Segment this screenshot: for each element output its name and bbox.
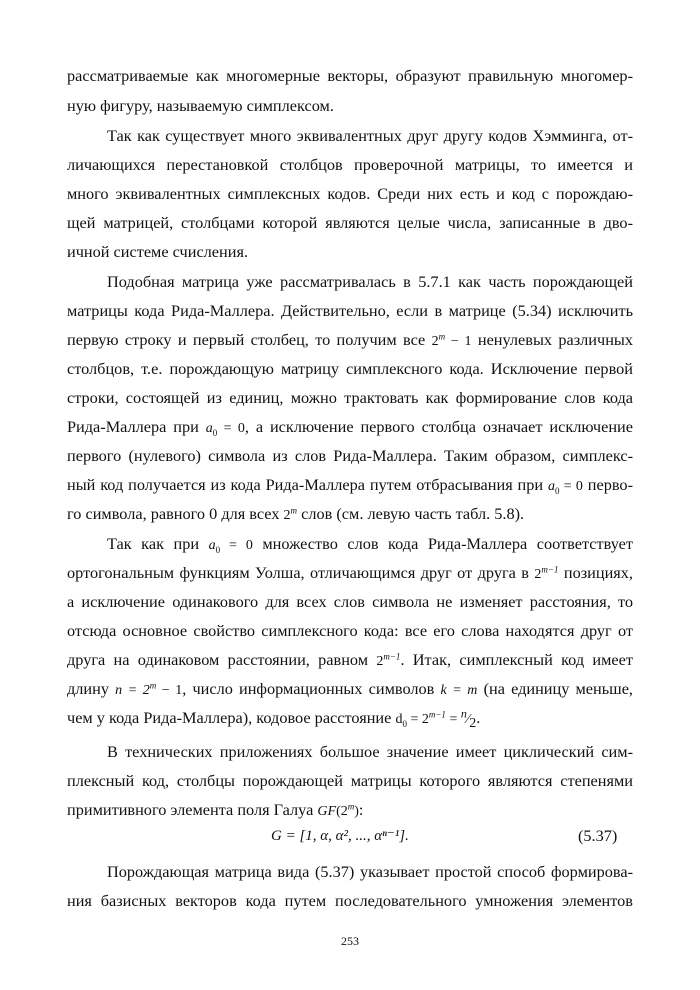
text-line: ичной системе счисления. bbox=[67, 242, 249, 261]
text-fragment: ненулевых различных bbox=[477, 330, 634, 349]
text-fragment: ный код получается из кода Рида-Маллера путем отбрасывания при bbox=[67, 475, 544, 494]
text-line: столбцов, т.е. порождающую матрицу симплексного кода. Исключение первой bbox=[67, 359, 633, 378]
text-line: Порождающая матрица вида (5.37) указывает простой способ формирова- bbox=[107, 862, 633, 881]
math-2m-minus-1: $2^m - 1$ bbox=[431, 331, 472, 349]
text-line bbox=[67, 708, 633, 730]
text-fragment: друга на одинаковом расстоянии, равном bbox=[67, 650, 369, 669]
text-line: щей матрицей, столбцами которой являются целые числа, записанные в дво- bbox=[67, 213, 633, 232]
text-line: ную фигуру, называемую симплексом. bbox=[67, 96, 334, 115]
text-line bbox=[67, 563, 633, 585]
math-n-eq-2m-minus-1: $n = 2^m - 1$ bbox=[115, 680, 183, 698]
math-d0: $d_0 = 2^{m-1}$ = $^n⁄_2$ bbox=[395, 706, 477, 731]
text-fragment: множество слов кода Рида-Маллера соответствует bbox=[262, 534, 633, 553]
text-line bbox=[67, 475, 633, 497]
text-fragment: : bbox=[358, 800, 364, 819]
text-fragment: , число информационных символов bbox=[182, 679, 435, 698]
text-line bbox=[67, 504, 633, 526]
text-fragment: (на единицу меньше, bbox=[483, 679, 633, 698]
text-line: отсюда основное свойство симплексного кода: все его слова находятся друг от bbox=[67, 621, 633, 640]
text-fragment: го символа, равного 0 для всех bbox=[67, 504, 280, 523]
text-line: а исключение одинакового для всех слов символа не изменяет расстояния, то bbox=[67, 592, 633, 611]
text-line bbox=[67, 534, 633, 556]
math-2m: 2$^m$ bbox=[283, 505, 298, 523]
text-line bbox=[67, 330, 633, 352]
text-fragment: . bbox=[476, 708, 481, 727]
text-fragment: слов (см. левую часть табл. 5.8). bbox=[301, 504, 525, 523]
text-line: плексный код, столбцы порождающей матрицы которого являются степенями bbox=[67, 771, 633, 790]
text-line: первого (нулевого) символа из слов Рида-Маллера. Таким образом, симплекс- bbox=[67, 446, 633, 465]
math-a0-eq-0: $a_0 = 0$ bbox=[547, 479, 583, 496]
text-fragment: . Итак, симплексный код имеет bbox=[400, 650, 633, 669]
text-fragment: Рида-Маллера при bbox=[67, 417, 199, 436]
text-line: личающихся перестановкой столбцов проверочной матрицы, то имеется и bbox=[67, 155, 633, 174]
text-line: В технических приложениях большое значение имеет циклический сим- bbox=[107, 742, 633, 761]
text-fragment: первую строку и первый столбец, то получим все bbox=[67, 330, 426, 349]
text-line bbox=[67, 650, 633, 672]
text-line: много эквивалентных симплексных кодов. Среди них есть и код с порождаю- bbox=[67, 184, 633, 203]
math-2m-minus-1-power: $2^{m-1}$ bbox=[534, 564, 559, 582]
text-line: матрицы кода Рида-Маллера. Действительно, если в матрице (5.34) исключить bbox=[67, 301, 633, 320]
math-k-eq-m: k = m bbox=[440, 683, 478, 698]
text-line: рассматриваемые как многомерные векторы, образуют правильную многомер- bbox=[67, 66, 633, 85]
text-line bbox=[67, 800, 633, 822]
text-line: Так как существует много эквивалентных друг другу кодов Хэмминга, от- bbox=[107, 126, 633, 145]
text-fragment: длину bbox=[67, 679, 109, 698]
equation-expression: G = [1, α, α², ..., αⁿ⁻¹]. bbox=[271, 828, 409, 844]
math-2m-minus-1-power: $2^{m-1}$ bbox=[376, 651, 401, 669]
text-fragment: чем у кода Рида-Маллера), кодовое расстояние bbox=[67, 708, 392, 727]
math-a0-eq-0: $a_0 = 0$ bbox=[205, 421, 245, 438]
text-fragment: позициях, bbox=[563, 563, 633, 582]
page-number: 253 bbox=[341, 934, 359, 948]
text-fragment: ортогональным функциям Уолша, отличающимся друг от друга в bbox=[67, 563, 529, 582]
text-line: ния базисных векторов кода путем последовательного умножения элементов bbox=[67, 891, 633, 910]
text-fragment: , а исключение первого столбца означает исключение bbox=[244, 417, 633, 436]
text-fragment: Так как при bbox=[107, 534, 200, 553]
text-fragment: перво- bbox=[587, 475, 633, 494]
text-line: Подобная матрица уже рассматривалась в 5.7.1 как часть порождающей bbox=[107, 272, 633, 291]
text-line bbox=[67, 417, 633, 439]
text-line: строки, состоящей из единиц, можно трактовать как формирование слов кода bbox=[67, 388, 633, 407]
text-fragment: примитивного элемента поля Галуа bbox=[67, 800, 314, 819]
text-line bbox=[67, 679, 633, 701]
math-gf-2m: GF(2$^m$) bbox=[317, 801, 359, 819]
equation-number: (5.37) bbox=[578, 826, 618, 845]
math-a0-eq-0: $a_0 = 0$ bbox=[208, 538, 253, 555]
